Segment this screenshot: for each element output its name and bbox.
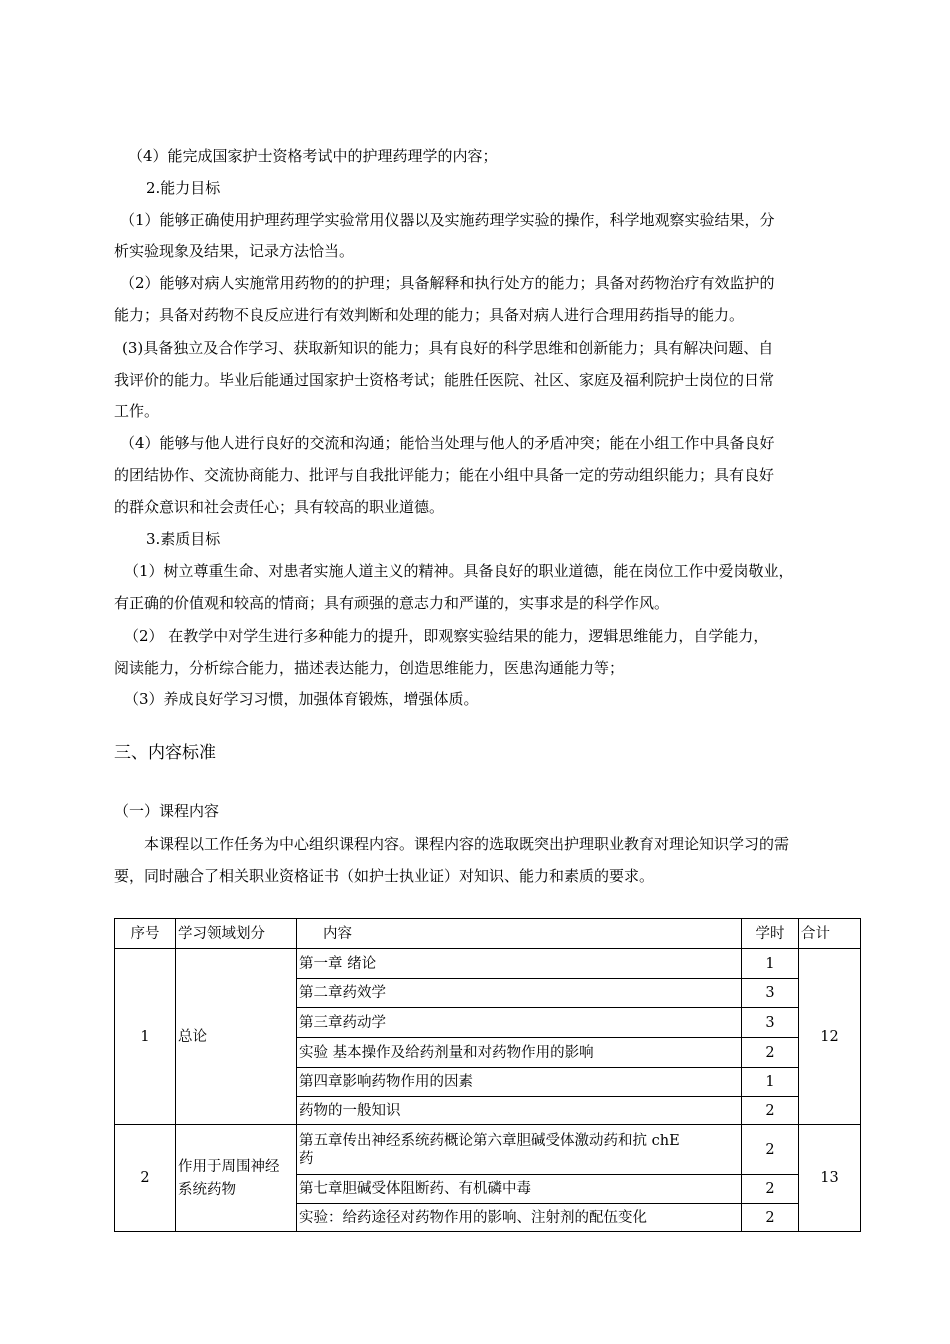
group1-content-4: 实验 基本操作及给药剂量和对药物作用的影响 [297,1038,742,1068]
group2-hours-3: 2 [742,1204,799,1232]
group1-hours-2: 3 [742,979,799,1008]
group1-domain: 总论 [176,949,297,1125]
group2-content-1-line1: 第五章传出神经系统药概论第六章胆碱受体激动药和抗 chE [299,1132,680,1149]
table-row [115,949,861,979]
table-header-row [115,919,861,949]
quality-goal-1-line1: （1）树立尊重生命、对患者实施人道主义的精神。具备良好的职业道德，能在岗位工作中爱岗敬业， [124,562,794,580]
group2-content-2: 第七章胆碱受体阻断药、有机磷中毒 [297,1175,742,1204]
quality-goal-1-line2: 有正确的价值观和较高的情商；具有顽强的意志力和严谨的，实事求是的科学作风。 [114,594,670,612]
quality-goals-heading: 3.素质目标 [146,530,221,548]
group2-total: 13 [799,1125,861,1232]
header-no: 序号 [115,919,176,949]
group1-content-3: 第三章药动学 [297,1008,742,1038]
group2-hours-1: 2 [742,1125,799,1175]
group1-content-2: 第二章药效学 [297,979,742,1008]
group1-content-1: 第一章 绪论 [297,949,742,979]
knowledge-goal-item-4: （4）能完成国家护士资格考试中的护理药理学的内容； [128,147,498,165]
ability-goal-2-line2: 能力；具备对药物不良反应进行有效判断和处理的能力；具备对病人进行合理用药指导的能力。 [114,306,745,324]
group1-hours-1: 1 [742,949,799,979]
group2-domain-line2: 系统药物 [178,1181,236,1198]
group2-domain-line1: 作用于周围神经 [178,1158,280,1175]
ability-goal-4-line2: 的团结协作、交流协商能力、批评与自我批评能力；能在小组中具备一定的劳动组织能力；具有良好 [114,466,775,484]
ability-goal-1-line1: （1）能够正确使用护理药理学实验常用仪器以及实施药理学实验的操作，科学地观察实验结果，分 [120,211,775,229]
intro-line2: 要，同时融合了相关职业资格证书（如护士执业证）对知识、能力和素质的要求。 [114,867,655,885]
group1-hours-3: 3 [742,1008,799,1038]
ability-goal-3-line1: (3)具备独立及合作学习、获取新知识的能力；具有良好的科学思维和创新能力；具有解决问题、自 [122,339,774,357]
group2-no: 2 [115,1125,176,1232]
subsection-course-content-heading: （一）课程内容 [114,802,220,820]
group2-hours-2: 2 [742,1175,799,1204]
group1-content-5: 第四章影响药物作用的因素 [297,1068,742,1097]
ability-goal-3-line3: 工作。 [114,402,160,420]
group1-hours-5: 1 [742,1068,799,1097]
group1-hours-6: 2 [742,1097,799,1125]
ability-goal-4-line3: 的群众意识和社会责任心；具有较高的职业道德。 [114,498,445,516]
header-domain: 学习领域划分 [176,919,297,949]
group1-no: 1 [115,949,176,1125]
header-hours: 学时 [742,919,799,949]
table-row [115,1125,861,1175]
course-content-table [114,918,861,1232]
ability-goal-4-line1: （4）能够与他人进行良好的交流和沟通；能恰当处理与他人的矛盾冲突；能在小组工作中具备良好 [120,434,775,452]
group1-hours-4: 2 [742,1038,799,1068]
ability-goal-1-line2: 析实验现象及结果，记录方法恰当。 [114,242,355,260]
group1-total: 12 [799,949,861,1125]
group2-content-1-line2: 药 [299,1150,314,1167]
section-3-heading: 三、内容标准 [114,743,216,763]
quality-goal-3: （3）养成良好学习习惯，加强体育锻炼，增强体质。 [124,690,479,708]
header-content: 内容 [297,919,742,949]
intro-line1: 本课程以工作任务为中心组织课程内容。课程内容的选取既突出护理职业教育对理论知识学习的需 [144,835,790,853]
group2-content-1 [297,1125,742,1175]
ability-goal-2-line1: （2）能够对病人实施常用药物的的护理；具备解释和执行处方的能力；具备对药物治疗有效监护的 [120,274,775,292]
group2-domain [176,1125,297,1232]
quality-goal-2-line1: （2） 在教学中对学生进行多种能力的提升，即观察实验结果的能力，逻辑思维能力，自学能力， [124,627,769,645]
ability-goal-3-line2: 我评价的能力。毕业后能通过国家护士资格考试；能胜任医院、社区、家庭及福利院护士岗位的日常 [114,371,775,389]
quality-goal-2-line2: 阅读能力，分析综合能力，描述表达能力，创造思维能力，医患沟通能力等； [114,659,625,677]
ability-goals-heading: 2.能力目标 [146,179,221,197]
group1-content-6: 药物的一般知识 [297,1097,742,1125]
header-total: 合计 [799,919,861,949]
group2-content-3: 实验：给药途径对药物作用的影响、注射剂的配伍变化 [297,1204,742,1232]
